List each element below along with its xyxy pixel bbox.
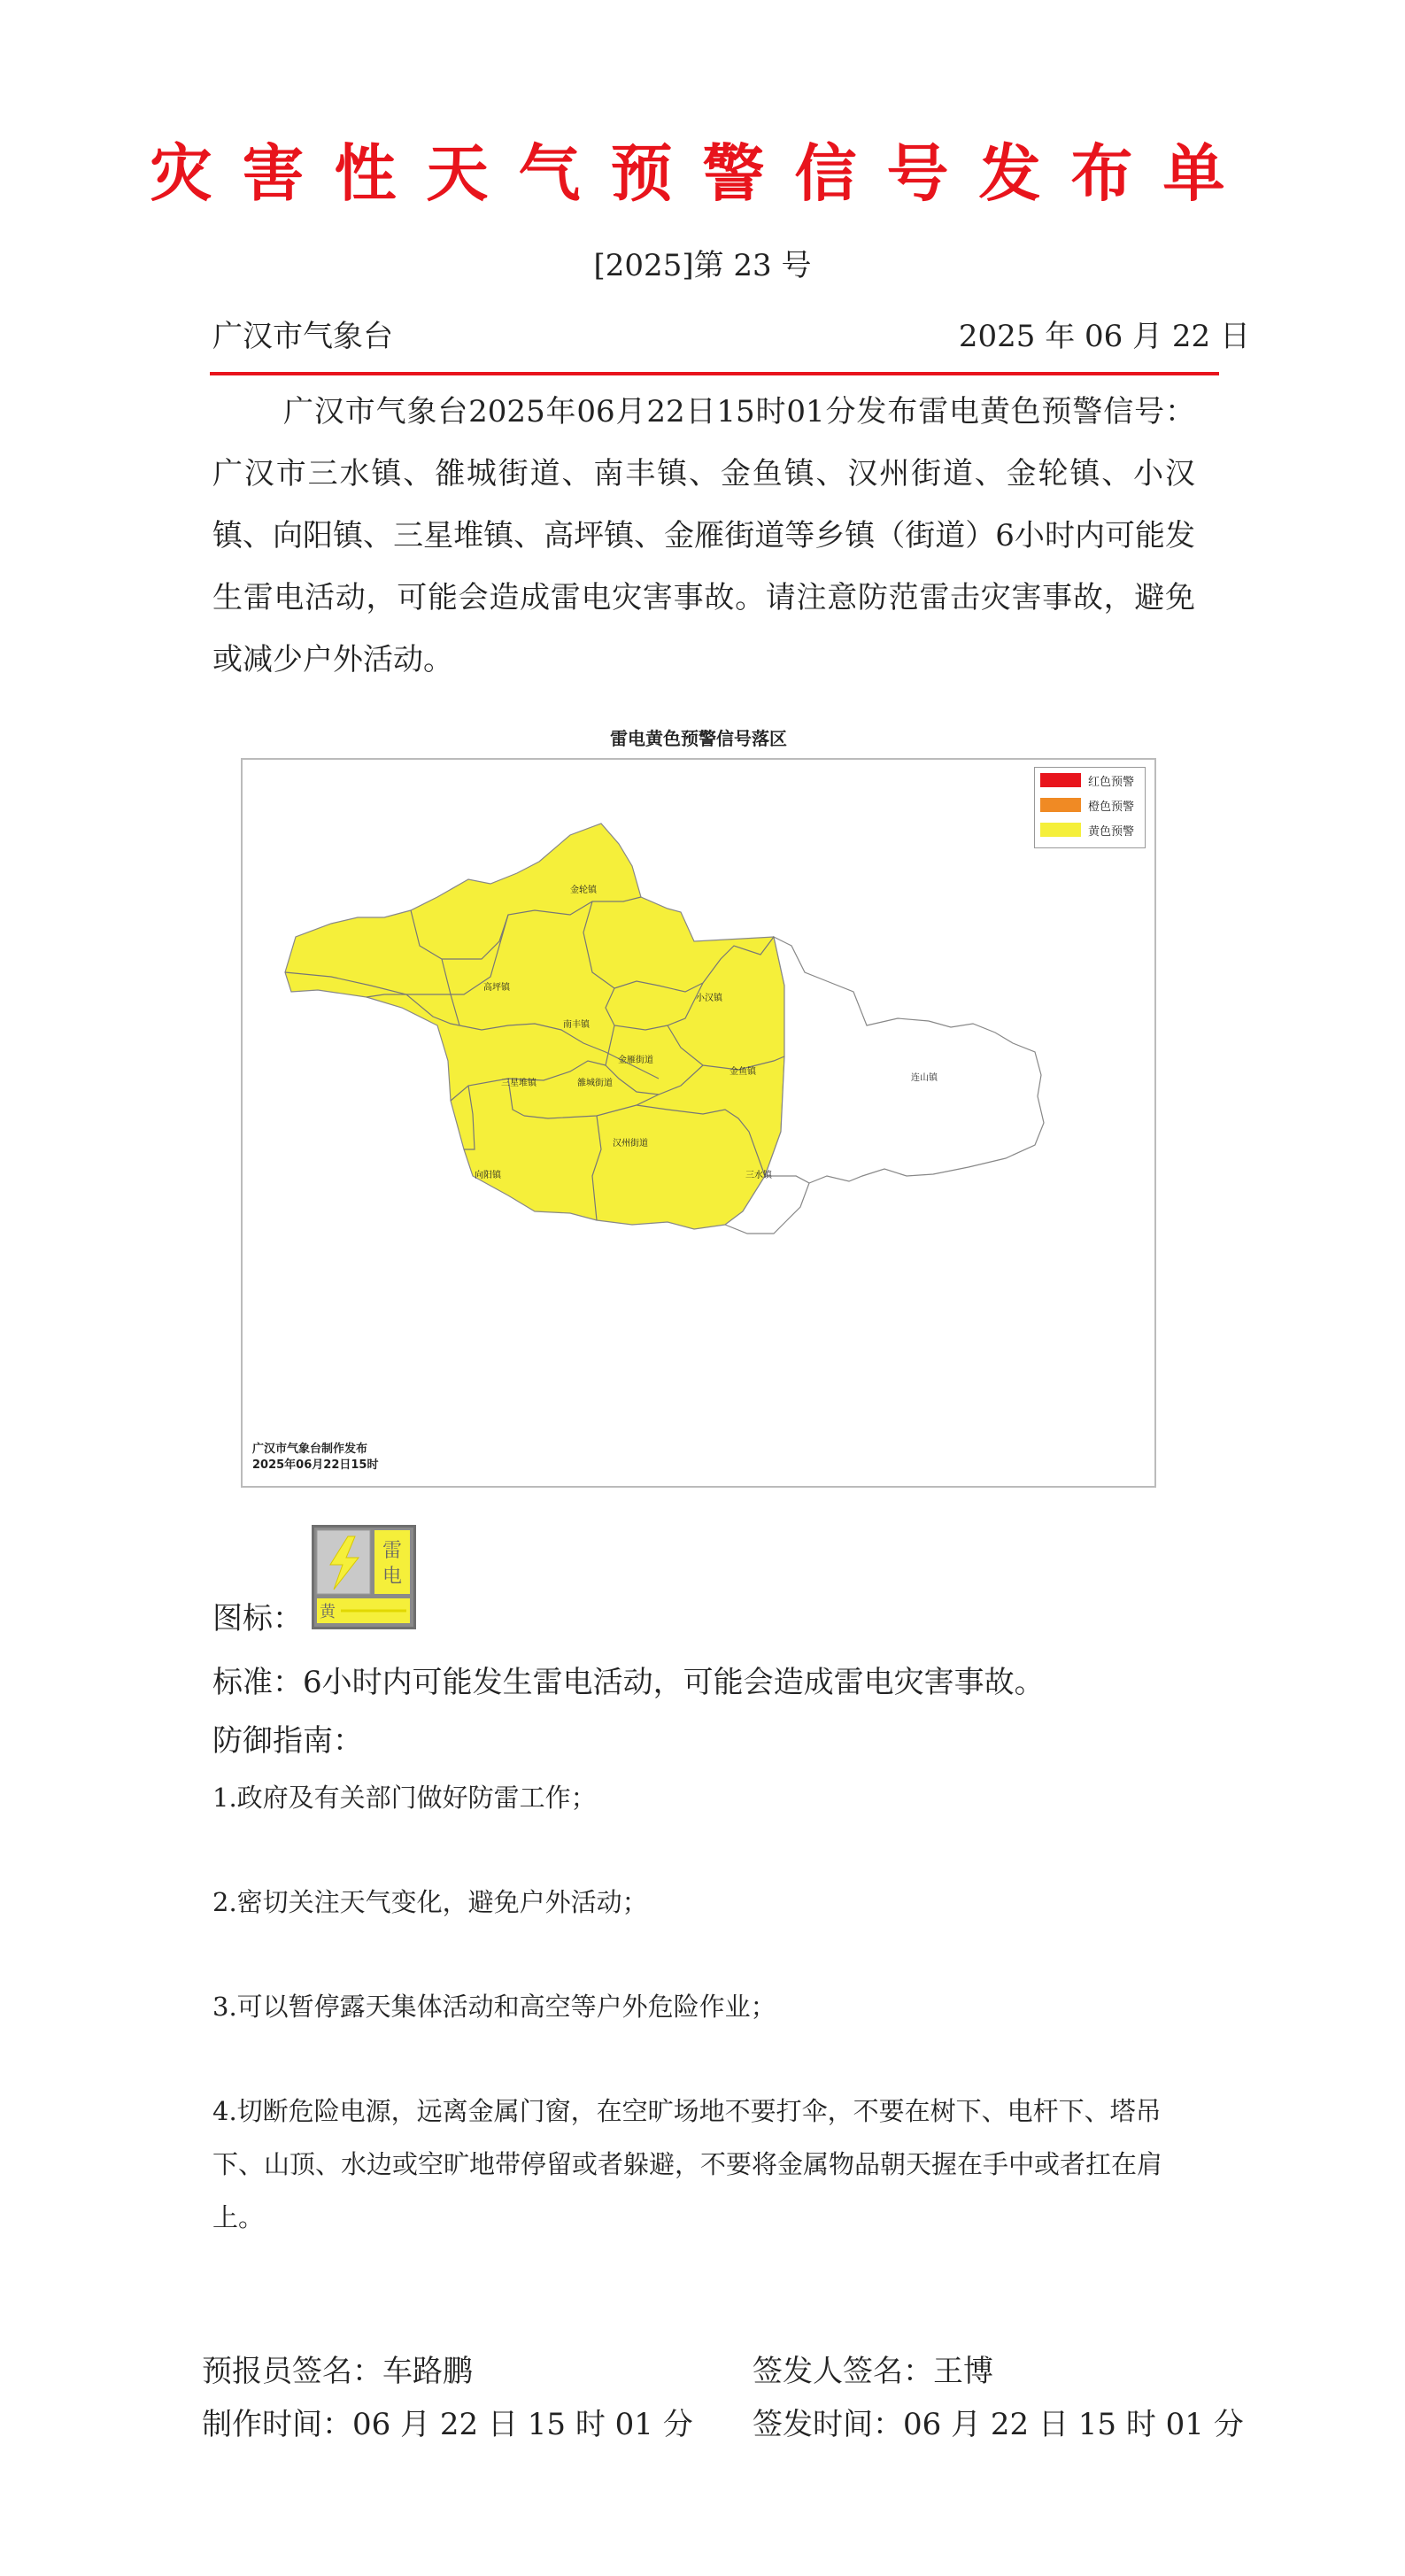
legend-swatch-red — [1040, 773, 1081, 787]
legend-item-red — [1035, 768, 1145, 793]
legend-label-yellow: 黄色预警 — [1088, 824, 1135, 839]
warning-body-text: 广汉市气象台2025年06月22日15时01分发布雷电黄色预警信号：广汉市三水镇、雒城街道、南丰镇、金鱼镇、汉州街道、金轮镇、小汉镇、向阳镇、三星堆镇、高坪镇、金雁街道等乡镇（街道）6小时内可能发生雷电活动，可能会造成雷电灾害事故。请注意防范雷击灾害事故，避免或减少户外活动。 — [212, 394, 1195, 677]
town-label-luocheng: 雒城街道 — [577, 1079, 613, 1088]
production-time: 制作时间：06 月 22 日 15 时 01 分 — [202, 2407, 693, 2442]
legend-item-yellow — [1035, 817, 1145, 842]
signal-char-bottom: 黄 — [320, 1603, 336, 1621]
legend-swatch-orange — [1040, 798, 1081, 812]
map-title: 雷电黄色预警信号落区 — [610, 728, 787, 749]
issue-time: 签发时间：06 月 22 日 15 时 01 分 — [753, 2407, 1244, 2442]
warning-area-yellow — [285, 824, 784, 1229]
defense-guide-heading: 防御指南： — [212, 1723, 363, 1759]
issue-date: 2025 年 06 月 22 日 — [958, 319, 1250, 354]
map-legend — [1034, 767, 1146, 848]
warning-area-map — [243, 760, 1154, 1486]
signal-graphic — [314, 1528, 413, 1627]
issuer-name: 广汉市气象台 — [212, 319, 393, 354]
signal-standard: 标准：6小时内可能发生雷电活动，可能会造成雷电灾害事故。 — [212, 1665, 1045, 1700]
town-label-lianshan: 连山镇 — [911, 1073, 938, 1083]
document-number: [2025]第 23 号 — [593, 248, 812, 283]
non-warning-area — [765, 937, 1044, 1185]
lightning-yellow-signal-icon — [312, 1525, 416, 1629]
legend-label-orange: 橙色预警 — [1088, 800, 1135, 814]
legend-label-red: 红色预警 — [1088, 775, 1135, 789]
guide-item: 2.密切关注天气变化，避免户外活动； — [212, 1887, 648, 1917]
town-label-sanshui: 三水镇 — [745, 1171, 772, 1180]
icon-label: 图标： — [212, 1601, 303, 1636]
town-label-jinlun: 金轮镇 — [570, 886, 597, 895]
map-credit-time: 2025年06月22日15时 — [252, 1458, 379, 1472]
forecaster-signature: 预报员签名：车路鹏 — [202, 2354, 473, 2389]
legend-swatch-yellow — [1040, 823, 1081, 837]
town-label-xiaohan: 小汉镇 — [696, 994, 722, 1003]
map-credit-issuer: 广汉市气象台制作发布 — [252, 1443, 368, 1456]
town-label-sanxingdui: 三星堆镇 — [501, 1079, 537, 1088]
document-title: 灾害性天气预警信号发布单 — [150, 137, 1255, 210]
town-label-gaoping: 高坪镇 — [483, 983, 510, 993]
guide-item: 3.可以暂停露天集体活动和高空等户外危险作业； — [212, 1992, 776, 2022]
issuer-signature: 签发人签名：王博 — [753, 2354, 993, 2389]
town-label-hanzhou: 汉州街道 — [613, 1139, 648, 1149]
header-divider — [210, 372, 1219, 375]
map-credit — [252, 1442, 378, 1474]
town-label-jinyu: 金鱼镇 — [730, 1067, 756, 1077]
signal-char-mid: 电 — [382, 1566, 403, 1588]
town-label-jinyan: 金雁街道 — [618, 1056, 653, 1065]
legend-item-orange — [1035, 793, 1145, 817]
guide-item: 4.切断危险电源，远离金属门窗，在空旷场地不要打伞，不要在树下、电杆下、塔吊下、山顶、水边或空旷地带停留或者躲避，不要将金属物品朝天握在手中或者扛在肩上。 — [212, 2096, 1163, 2232]
guide-item: 1.政府及有关部门做好防雷工作； — [212, 1783, 597, 1813]
town-label-xiangyang: 向阳镇 — [475, 1171, 501, 1180]
signal-char-top: 雷 — [382, 1540, 403, 1562]
town-label-nanfeng: 南丰镇 — [563, 1020, 590, 1030]
